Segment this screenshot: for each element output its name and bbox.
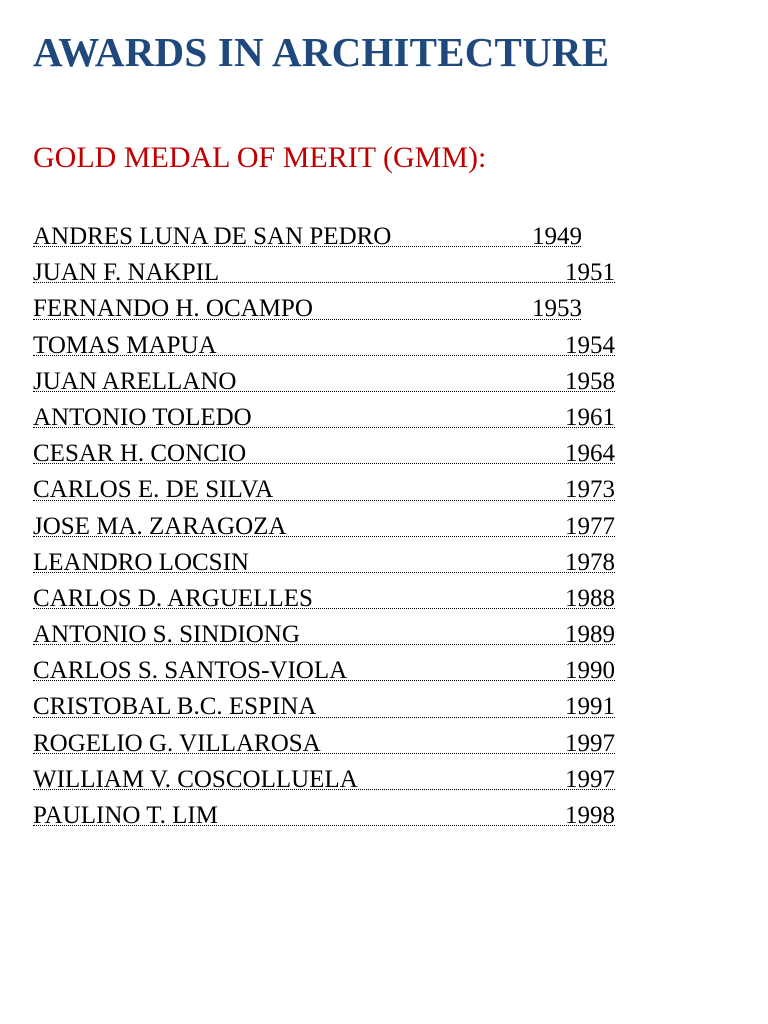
- recipient-row: [33, 327, 615, 363]
- section-title: GOLD MEDAL OF MERIT (GMM):: [33, 141, 487, 174]
- recipient-name: ANTONIO TOLEDO: [33, 403, 252, 431]
- recipient-row: [33, 399, 615, 435]
- recipient-year: 1977: [565, 512, 615, 540]
- recipient-year: 1990: [565, 657, 615, 685]
- recipient-name: ANTONIO S. SINDIONG: [33, 621, 300, 649]
- recipient-name: CARLOS S. SANTOS-VIOLA: [33, 657, 348, 685]
- recipient-row: [33, 218, 615, 254]
- recipient-year: 1978: [565, 548, 615, 576]
- recipient-row: [33, 580, 615, 616]
- recipient-year: 1997: [565, 729, 615, 757]
- recipient-row: [33, 254, 615, 290]
- recipient-name: LEANDRO LOCSIN: [33, 548, 249, 576]
- recipient-year: 1991: [565, 693, 615, 721]
- recipient-row: [33, 544, 615, 580]
- recipient-name: CRISTOBAL B.C. ESPINA: [33, 693, 317, 721]
- page-title: AWARDS IN ARCHITECTURE: [33, 29, 610, 75]
- recipient-year: 1964: [565, 440, 615, 468]
- recipient-name: ANDRES LUNA DE SAN PEDRO: [33, 223, 392, 250]
- recipient-year: 1998: [565, 802, 615, 829]
- recipient-year: 1988: [565, 584, 615, 612]
- recipient-year: 1961: [565, 403, 615, 431]
- recipient-name: TOMAS MAPUA: [33, 331, 217, 359]
- recipient-year: 1973: [565, 476, 615, 504]
- recipient-row: [33, 652, 615, 688]
- recipient-year: 1953: [532, 295, 582, 323]
- recipient-row: [33, 471, 615, 507]
- recipient-row: [33, 363, 615, 399]
- recipient-name: JUAN ARELLANO: [33, 367, 237, 395]
- recipient-year: 1997: [565, 765, 615, 793]
- recipient-row: [33, 725, 615, 761]
- recipient-name: WILLIAM V. COSCOLLUELA: [33, 765, 358, 793]
- recipient-row: [33, 508, 615, 544]
- recipient-row: [33, 290, 615, 326]
- recipient-year: 1949: [532, 223, 582, 250]
- recipient-year: 1989: [565, 621, 615, 649]
- recipient-row: [33, 688, 615, 724]
- recipient-row: [33, 761, 615, 797]
- recipient-row: [33, 616, 615, 652]
- recipient-row: [33, 797, 615, 833]
- recipient-name: JOSE MA. ZARAGOZA: [33, 512, 287, 540]
- recipient-name: PAULINO T. LIM: [33, 802, 218, 829]
- recipient-row: [33, 435, 615, 471]
- recipient-year: 1954: [565, 331, 615, 359]
- recipient-name: ROGELIO G. VILLAROSA: [33, 729, 321, 757]
- recipient-year: 1951: [565, 259, 615, 287]
- recipient-year: 1958: [565, 367, 615, 395]
- recipient-name: CESAR H. CONCIO: [33, 440, 247, 468]
- recipient-name: CARLOS E. DE SILVA: [33, 476, 274, 504]
- recipient-list: [33, 218, 615, 833]
- recipient-name: CARLOS D. ARGUELLES: [33, 584, 313, 612]
- recipient-name: JUAN F. NAKPIL: [33, 259, 220, 287]
- recipient-name: FERNANDO H. OCAMPO: [33, 295, 313, 323]
